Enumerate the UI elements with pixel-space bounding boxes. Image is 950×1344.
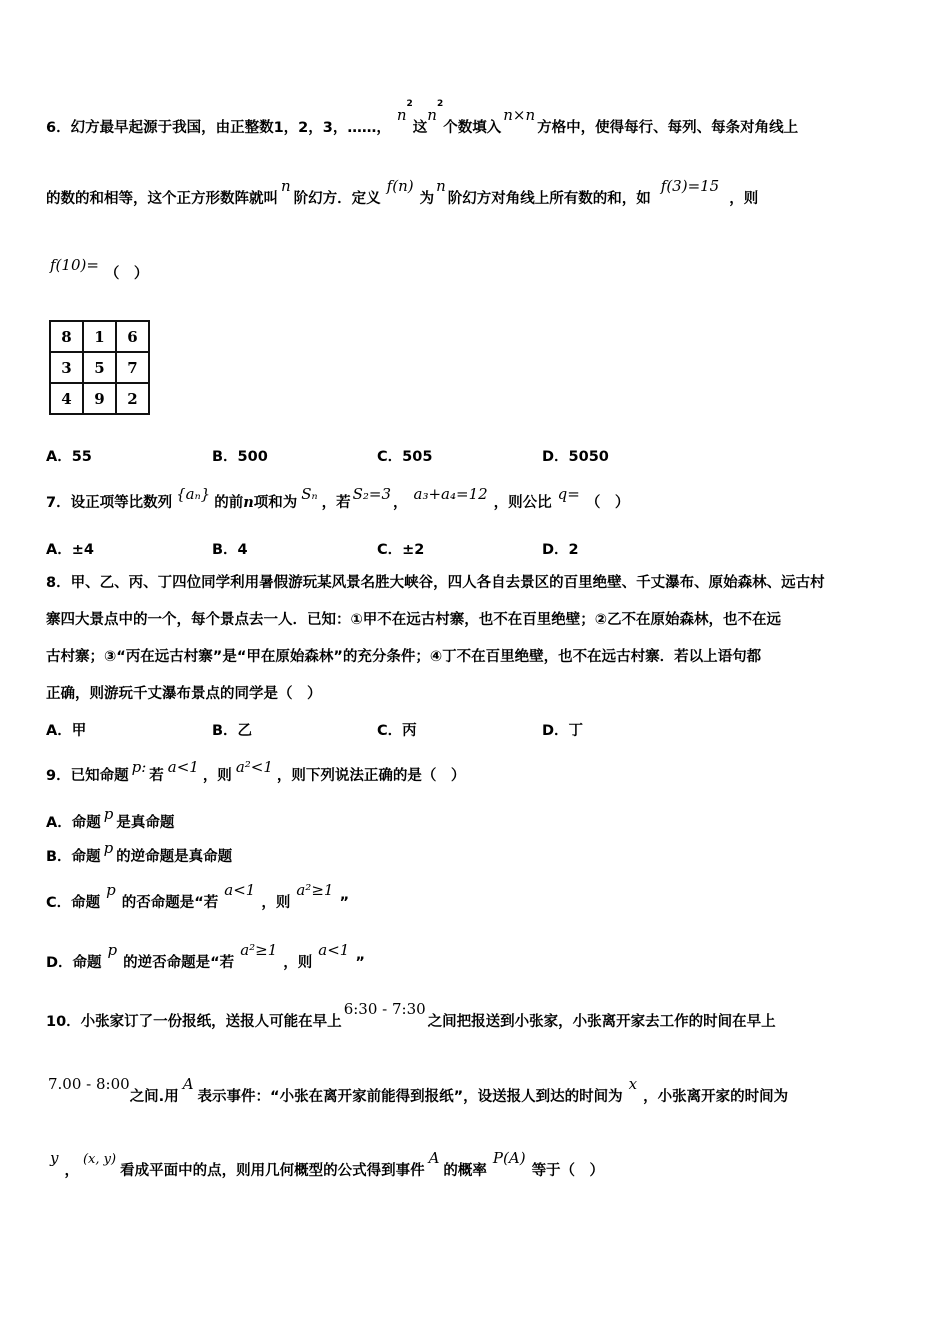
cell: 8 — [50, 321, 83, 352]
q8-option-b: B．乙 — [212, 723, 253, 739]
q9-stem: 9．已知命题 p: 若 a<1 ，则 a²<1 ，则下列说法正确的是（ ） — [46, 758, 466, 784]
q7-option-d: D．2 — [542, 542, 579, 558]
q9-option-b: B．命题 p 的逆命题是真命题 — [46, 839, 233, 865]
q8-option-a: A．甲 — [46, 723, 87, 739]
q10-line3: y，(x, y)看成平面中的点，则用几何概型的公式得到事件A的概率P(A)等于（ ） — [50, 1149, 605, 1179]
q6-option-a: A．55 — [46, 449, 92, 465]
cell: 4 — [50, 383, 83, 414]
q9-option-c: C．命题p的否命题是“若a<1，则a²≥1” — [46, 881, 349, 911]
q9-option-d: D．命题p的逆否命题是“若a²≥1，则a<1” — [46, 941, 365, 971]
q8-option-c: C．丙 — [377, 723, 417, 739]
q6-option-d: D．5050 — [542, 449, 609, 465]
magic-square — [49, 320, 150, 415]
q6-line2: 的数的和相等，这个正方形数阵就叫n阶幻方．定义f(n)为n阶幻方对角线上所有数的和，如f(3)=15，则 — [46, 177, 759, 207]
cell: 1 — [83, 321, 116, 352]
cell: 5 — [83, 352, 116, 383]
q8-line4: 正确，则游玩千丈瀑布景点的同学是（ ） — [46, 686, 322, 702]
q6-line3: f(10)= （ ） — [50, 256, 149, 282]
q6-option-c: C．505 — [377, 449, 433, 465]
q10-line2: 7.00 - 8:00之间.用A表示事件：“小张在离开家前能得到报纸”，设送报人到达的时间为x，小张离开家的时间为 — [48, 1075, 789, 1105]
q7-option-a: A．±4 — [46, 542, 94, 558]
q8-option-d: D．丁 — [542, 723, 584, 739]
q8-line2: 寨四大景点中的一个，每个景点去一人．已知：①甲不在远古村寨，也不在百里绝壁；②乙不在原始森林，也不在远 — [46, 612, 782, 628]
q8-line1: 8．甲、乙、丙、丁四位同学利用暑假游玩某风景名胜大峡谷，四人各自去景区的百里绝壁、千丈瀑布、原始森林、远古村 — [46, 575, 825, 591]
cell: 2 — [116, 383, 149, 414]
cell: 7 — [116, 352, 149, 383]
cell: 9 — [83, 383, 116, 414]
q7-option-b: B．4 — [212, 542, 248, 558]
q6-option-b: B．500 — [212, 449, 268, 465]
cell: 3 — [50, 352, 83, 383]
q10-line1: 10．小张家订了一份报纸，送报人可能在早上6:30 - 7:30之间把报送到小张家，小张离开家去工作的时间在早上 — [46, 1000, 776, 1030]
q7-option-c: C．±2 — [377, 542, 425, 558]
q9-option-a: A．命题 p 是真命题 — [46, 805, 175, 831]
q8-line3: 古村寨；③“丙在远古村寨”是“甲在原始森林”的充分条件；④丁不在百里绝壁，也不在远古村寨．若以上语句都 — [46, 649, 762, 665]
q6-line1: 6．幻方最早起源于我国，由正整数1，2，3，……，$n^2$这$n^2$个数填入n×n方格中，使得每行、每列、每条对角线上 — [46, 99, 799, 136]
q7-stem: 7．设正项等比数列 {aₙ} 的前n项和为 Sₙ ，若 S₂=3 ， a₃+a₄=12 ，则公比 q= （ ） — [46, 485, 630, 511]
cell: 6 — [116, 321, 149, 352]
